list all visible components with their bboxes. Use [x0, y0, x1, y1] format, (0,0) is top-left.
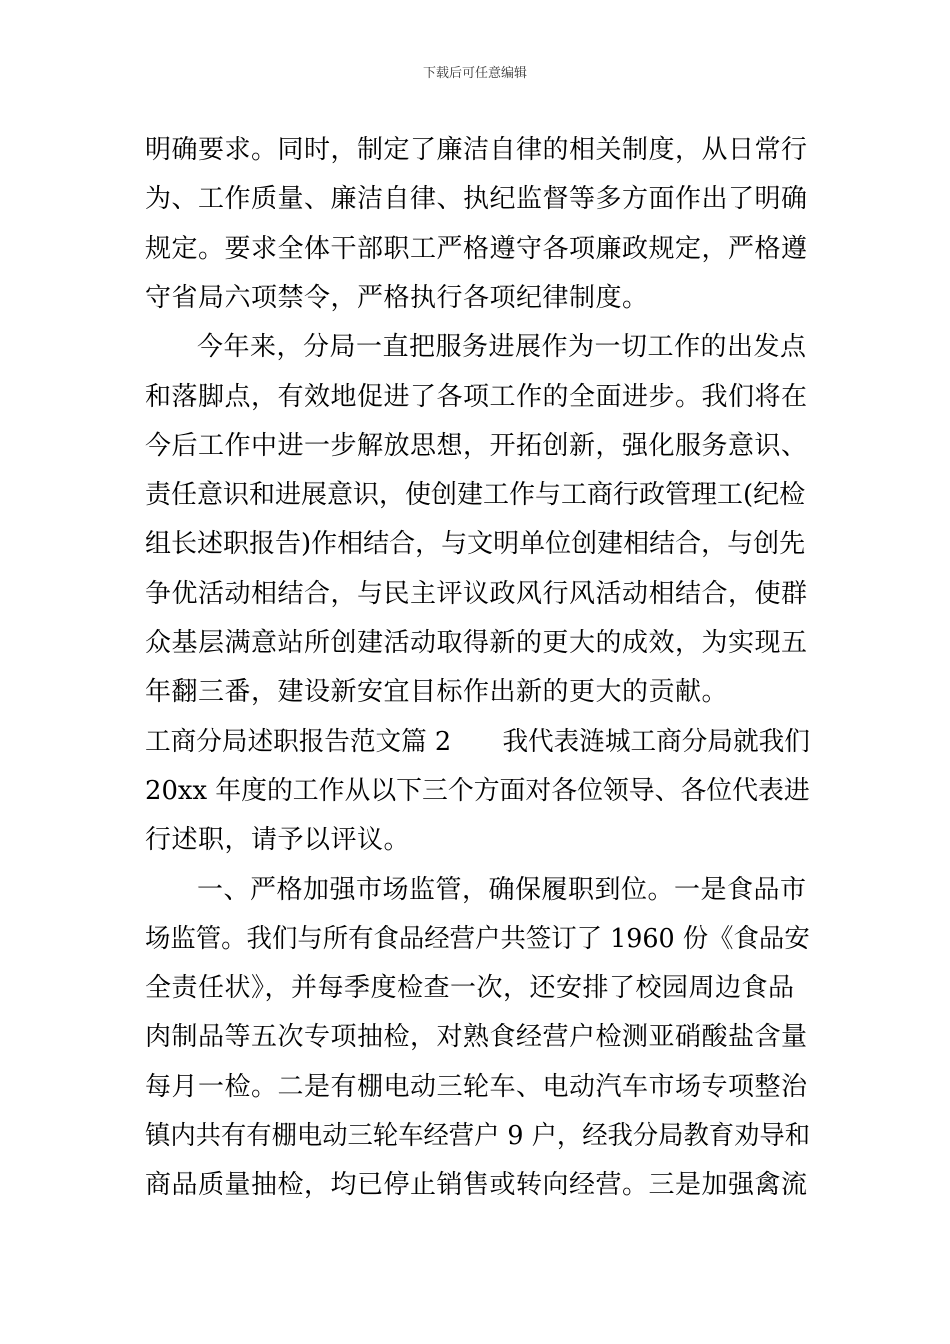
text-line: 工商分局述职报告范文篇 2 我代表涟城工商分局就我们 — [145, 726, 810, 757]
text-line: 争优活动相结合，与民主评议政风行风活动相结合，使群 — [145, 578, 808, 609]
text-line: 规定。要求全体干部职工严格遵守各项廉政规定，严格遵 — [145, 233, 808, 264]
text-line: 众基层满意站所创建活动取得新的更大的成效，为实现五 — [145, 628, 808, 658]
text-line: 商品质量抽检，均已停止销售或转向经营。三是加强禽流 — [145, 1170, 808, 1201]
text-line: 每月一检。二是有棚电动三轮车、电动汽车市场专项整治 — [145, 1071, 808, 1102]
text-line: 行述职，请予以评议。 — [145, 825, 411, 856]
text-line: 今年来，分局一直把服务进展作为一切工作的出发点 — [197, 332, 807, 363]
text-line: 为、工作质量、廉洁自律、执纪监督等多方面作出了明确 — [145, 184, 808, 215]
text-line: 一、严格加强市场监管，确保履职到位。一是食品市 — [197, 874, 807, 905]
text-line: 20xx 年度的工作从以下三个方面对各位领导、各位代表进 — [145, 775, 810, 806]
text-line: 守省局六项禁令，严格执行各项纪律制度。 — [145, 282, 649, 313]
text-line: 场监管。我们与所有食品经营户共签订了 1960 份《食品安 — [145, 923, 810, 954]
text-line: 明确要求。同时，制定了廉洁自律的相关制度，从日常行 — [145, 135, 808, 165]
text-line: 责任意识和进展意识，使创建工作与工商行政管理工(纪检 — [145, 480, 806, 511]
text-line: 镇内共有有棚电动三轮车经营户 9 户，经我分局教育劝导和 — [145, 1121, 811, 1151]
text-line: 今后工作中进一步解放思想，开拓创新，强化服务意识、 — [145, 430, 808, 461]
text-line: 组长述职报告)作相结合，与文明单位创建相结合，与创先 — [145, 529, 806, 560]
text-line: 年翻三番，建设新安宜目标作出新的更大的贡献。 — [145, 677, 729, 708]
text-line: 和落脚点，有效地促进了各项工作的全面进步。我们将在 — [145, 381, 808, 412]
page-header: 下载后可任意编辑 — [422, 66, 527, 81]
text-line: 全责任状》，并每季度检查一次，还安排了校园周边食品 — [145, 973, 795, 1004]
text-line: 肉制品等五次专项抽检，对熟食经营户检测亚硝酸盐含量 — [145, 1022, 808, 1053]
